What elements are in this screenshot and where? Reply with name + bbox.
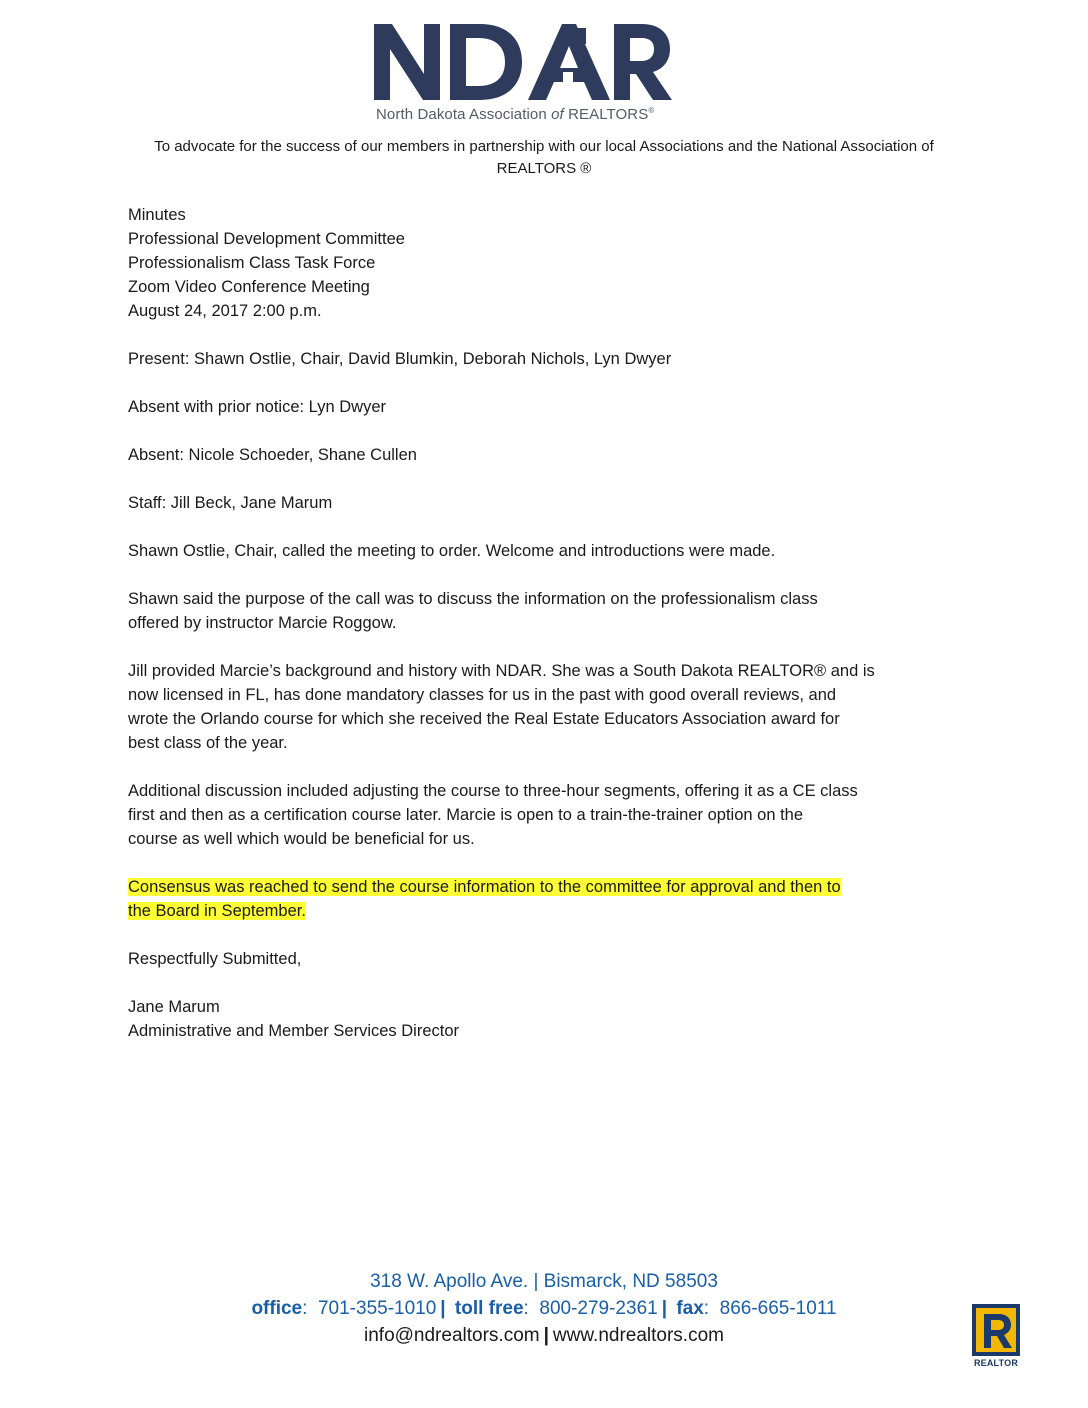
meeting-header-block bbox=[128, 203, 928, 323]
fax-number[interactable]: 866-665-1011 bbox=[719, 1298, 837, 1319]
consensus-highlight-1: Consensus was reached to send the course information to the committee for approval and then to bbox=[128, 878, 841, 896]
email-link[interactable]: info@ndrealtors.com bbox=[364, 1325, 540, 1346]
tollfree-number[interactable]: 800-279-2361 bbox=[539, 1298, 658, 1319]
consensus-highlight-2: the Board in September. bbox=[128, 902, 306, 920]
absent-notice-line: Absent with prior notice: Lyn Dwyer bbox=[128, 398, 386, 416]
signer-name: Jane Marum bbox=[128, 998, 220, 1016]
realtor-label: REALTOR bbox=[973, 1358, 1019, 1368]
fax-label: fax bbox=[676, 1298, 704, 1319]
signature-block bbox=[128, 995, 928, 1043]
mission-line-2: REALTORS ® bbox=[496, 160, 592, 177]
mission-line-1: To advocate for the success of our members in partnership with our local Associations and the National Association of bbox=[154, 138, 934, 155]
ndar-logo bbox=[370, 22, 680, 132]
paragraph-call-to-order: Shawn Ostlie, Chair, called the meeting to order. Welcome and introductions were made. bbox=[128, 542, 776, 560]
realtor-r-logo bbox=[970, 1304, 1022, 1370]
ndar-wordmark-logo bbox=[370, 22, 672, 102]
office-number[interactable]: 701-355-1010 bbox=[317, 1298, 437, 1319]
committee-name: Professional Development Committee bbox=[128, 230, 405, 248]
realtor-r-icon bbox=[970, 1304, 1022, 1358]
paragraph-background: Jill provided Marcie’s background and history with NDAR. She was a South Dakota REALTOR® and is now licensed in FL, has done mandatory classes for us in the past with good overall reviews, and wrote the Orlando course for which she received the Real Estate Educators Association award for best class of the year. bbox=[128, 662, 875, 752]
meeting-date: August 24, 2017 2:00 p.m. bbox=[128, 302, 322, 320]
footer-web: info@ndrealtors.com | www.ndrealtors.com bbox=[364, 1325, 724, 1346]
office-label: office bbox=[251, 1298, 303, 1319]
present-line: Present: Shawn Ostlie, Chair, David Blumkin, Deborah Nichols, Lyn Dwyer bbox=[128, 350, 672, 368]
tollfree-label: toll free bbox=[454, 1298, 524, 1319]
minutes-body bbox=[128, 203, 928, 1067]
website-link[interactable]: www.ndrealtors.com bbox=[552, 1325, 724, 1346]
logo-subtitle: North Dakota Association of REALTORS® bbox=[376, 106, 655, 123]
footer-contact bbox=[140, 1268, 948, 1349]
closing-line: Respectfully Submitted, bbox=[128, 950, 302, 968]
task-force-name: Professionalism Class Task Force bbox=[128, 254, 376, 272]
meeting-type: Zoom Video Conference Meeting bbox=[128, 278, 370, 296]
doc-type: Minutes bbox=[128, 206, 186, 224]
mission-statement bbox=[118, 136, 970, 180]
paragraph-consensus bbox=[128, 875, 928, 923]
footer-address: 318 W. Apollo Ave. | Bismarck, ND 58503 bbox=[370, 1271, 718, 1292]
paragraph-purpose: Shawn said the purpose of the call was to discuss the information on the professionalism class offered by instructor Marcie Roggow. bbox=[128, 590, 818, 632]
paragraph-discussion: Additional discussion included adjusting the course to three-hour segments, offering it as a CE class first and then as a certification course later. Marcie is open to a train-the-trainer option on the course as well which would be beneficial for us. bbox=[128, 782, 858, 848]
staff-line: Staff: Jill Beck, Jane Marum bbox=[128, 494, 333, 512]
absent-line: Absent: Nicole Schoeder, Shane Cullen bbox=[128, 446, 417, 464]
signer-title: Administrative and Member Services Director bbox=[128, 1022, 460, 1040]
footer-phones: office: 701-355-1010 | toll free: 800-279-2361 | fax: 866-665-1011 bbox=[251, 1298, 837, 1319]
